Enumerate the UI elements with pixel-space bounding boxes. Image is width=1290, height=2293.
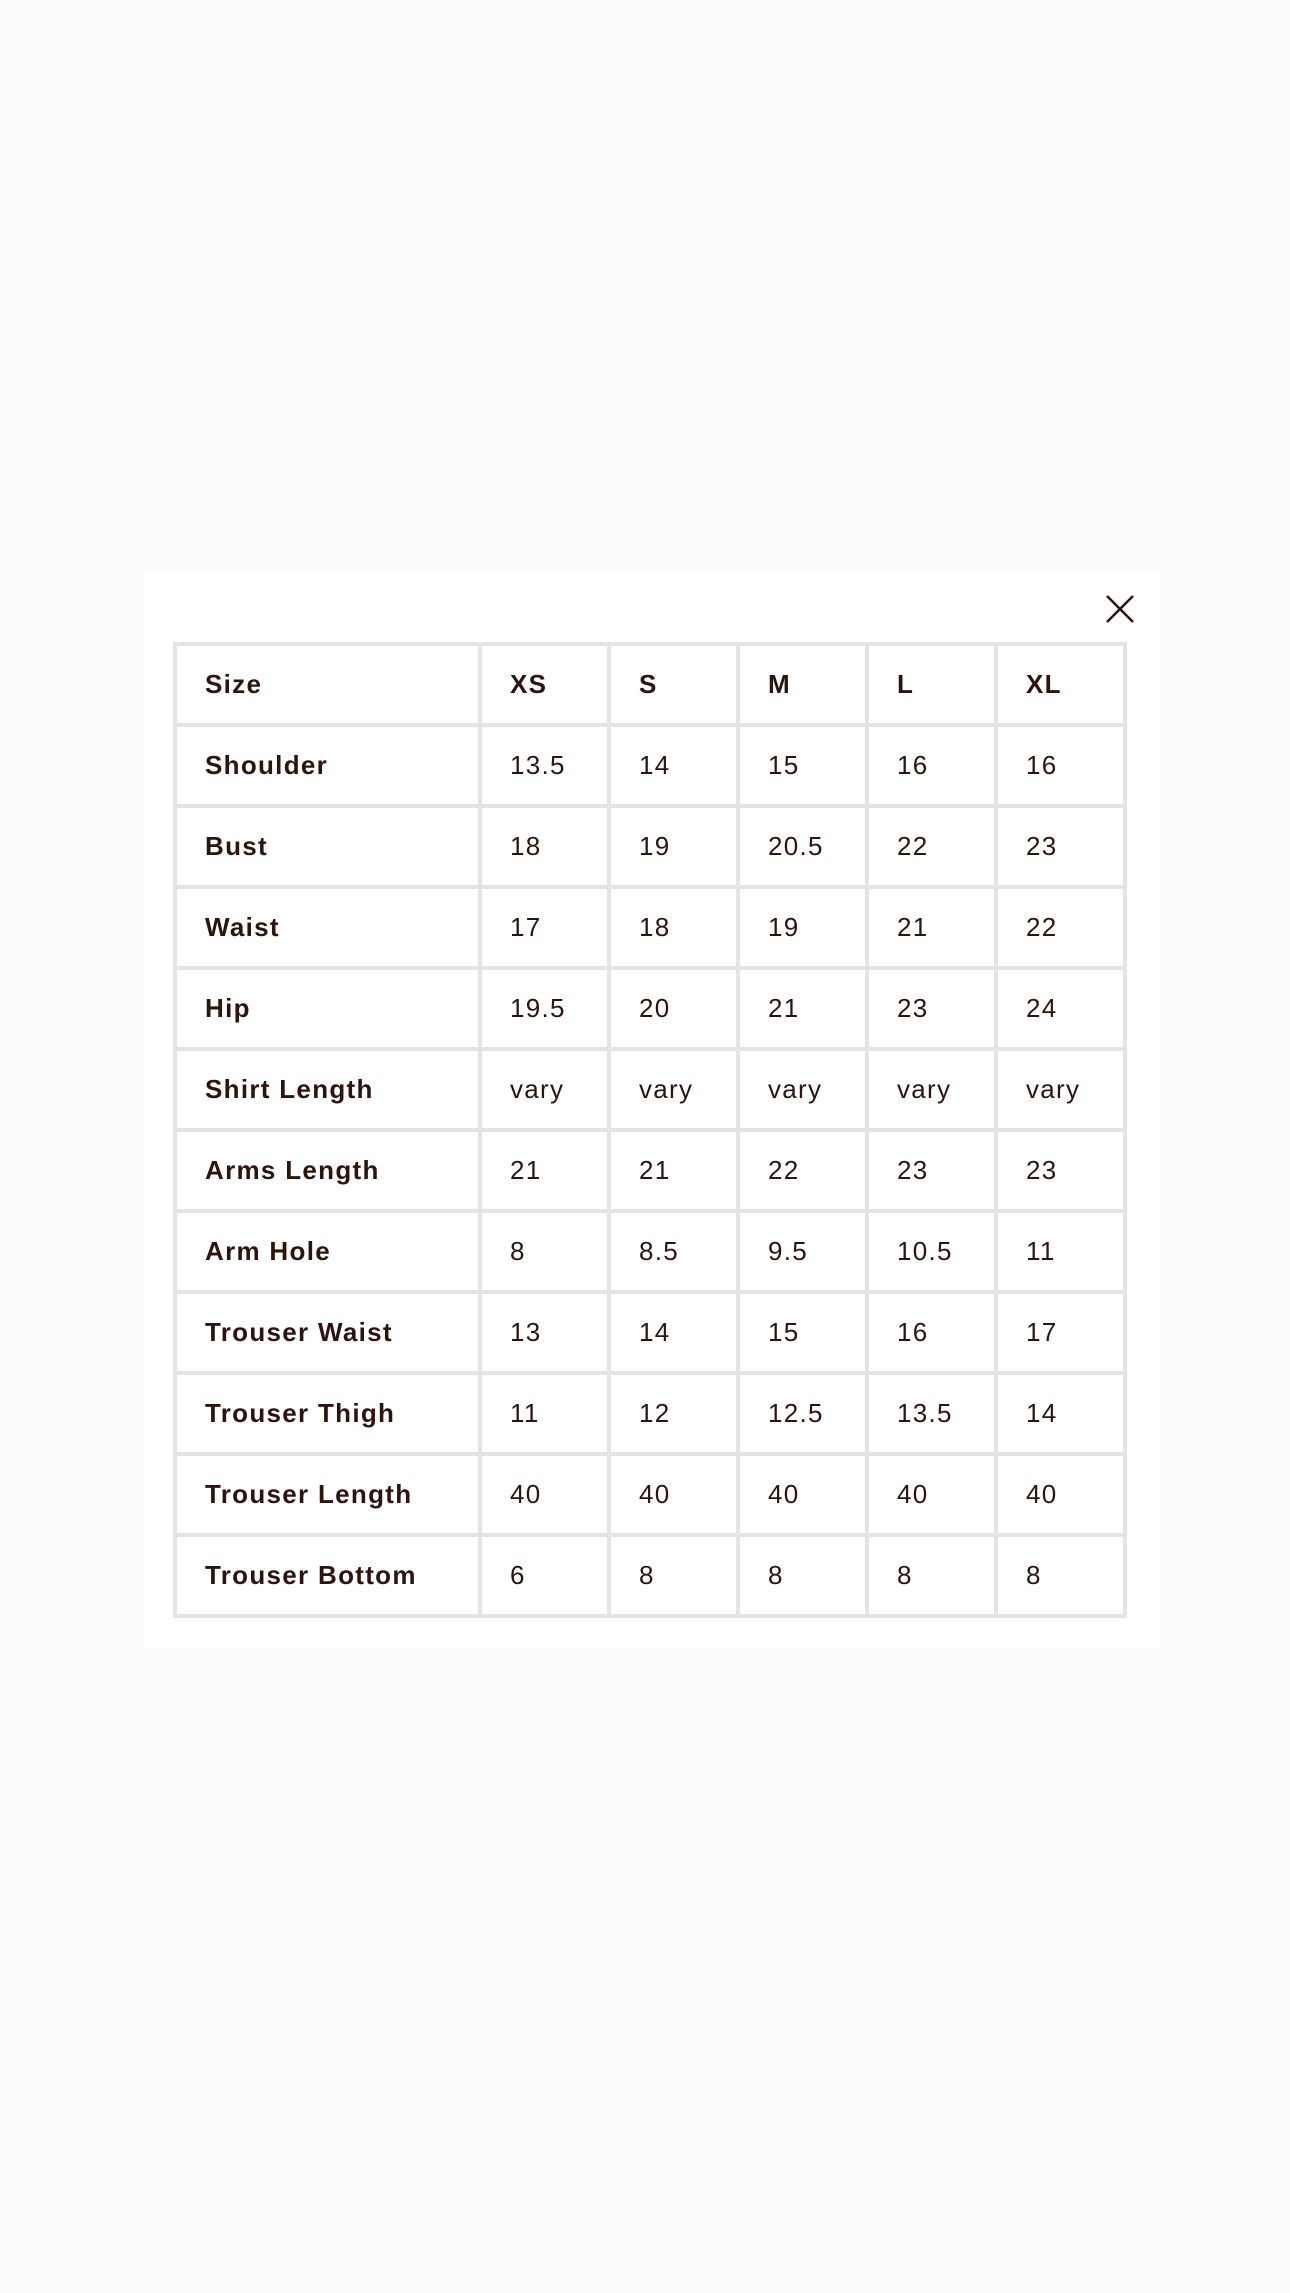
- table-cell: 40: [740, 1456, 865, 1533]
- table-row: [177, 1051, 1123, 1128]
- row-label: Trouser Bottom: [177, 1537, 478, 1614]
- table-cell: 22: [740, 1132, 865, 1209]
- table-cell: 15: [740, 1294, 865, 1371]
- table-cell: 21: [482, 1132, 607, 1209]
- table-cell: 11: [482, 1375, 607, 1452]
- table-cell: 13.5: [869, 1375, 994, 1452]
- table-cell: 23: [998, 1132, 1123, 1209]
- table-cell: 8.5: [611, 1213, 736, 1290]
- header-size: Size: [177, 646, 478, 723]
- header-m: M: [740, 646, 865, 723]
- table-row: [177, 1213, 1123, 1290]
- table-cell: 8: [611, 1537, 736, 1614]
- table-cell: vary: [740, 1051, 865, 1128]
- table-cell: vary: [998, 1051, 1123, 1128]
- table-row: [177, 889, 1123, 966]
- table-cell: 22: [869, 808, 994, 885]
- row-label: Trouser Waist: [177, 1294, 478, 1371]
- table-row: [177, 727, 1123, 804]
- table-cell: 40: [482, 1456, 607, 1533]
- close-button[interactable]: [1094, 583, 1146, 635]
- table-row: [177, 1375, 1123, 1452]
- table-cell: 24: [998, 970, 1123, 1047]
- table-cell: 19: [740, 889, 865, 966]
- size-chart-modal: [143, 572, 1160, 1648]
- table-cell: 21: [869, 889, 994, 966]
- table-cell: 13.5: [482, 727, 607, 804]
- row-label: Shoulder: [177, 727, 478, 804]
- table-header-row: [177, 646, 1123, 723]
- table-cell: 18: [482, 808, 607, 885]
- table-cell: 20.5: [740, 808, 865, 885]
- table-cell: 18: [611, 889, 736, 966]
- table-cell: 8: [740, 1537, 865, 1614]
- table-row: [177, 1294, 1123, 1371]
- table-cell: 23: [998, 808, 1123, 885]
- table-cell: 12: [611, 1375, 736, 1452]
- row-label: Shirt Length: [177, 1051, 478, 1128]
- table-cell: 15: [740, 727, 865, 804]
- table-cell: 6: [482, 1537, 607, 1614]
- table-row: [177, 808, 1123, 885]
- table-cell: 14: [998, 1375, 1123, 1452]
- table-cell: 17: [998, 1294, 1123, 1371]
- table-cell: 16: [869, 727, 994, 804]
- table-cell: vary: [869, 1051, 994, 1128]
- table-row: [177, 970, 1123, 1047]
- row-label: Waist: [177, 889, 478, 966]
- table-cell: 8: [482, 1213, 607, 1290]
- table-cell: 19.5: [482, 970, 607, 1047]
- size-chart-table: [173, 642, 1127, 1618]
- row-label: Bust: [177, 808, 478, 885]
- table-cell: 13: [482, 1294, 607, 1371]
- row-label: Hip: [177, 970, 478, 1047]
- table-cell: 8: [869, 1537, 994, 1614]
- header-l: L: [869, 646, 994, 723]
- row-label: Arms Length: [177, 1132, 478, 1209]
- table-cell: 23: [869, 1132, 994, 1209]
- table-cell: 40: [611, 1456, 736, 1533]
- table-cell: 40: [998, 1456, 1123, 1533]
- header-xl: XL: [998, 646, 1123, 723]
- table-row: [177, 1456, 1123, 1533]
- table-cell: 19: [611, 808, 736, 885]
- table-cell: 14: [611, 727, 736, 804]
- table-cell: 16: [869, 1294, 994, 1371]
- table-cell: 21: [740, 970, 865, 1047]
- table-row: [177, 1132, 1123, 1209]
- table-cell: 11: [998, 1213, 1123, 1290]
- close-icon: [1094, 583, 1146, 635]
- header-xs: XS: [482, 646, 607, 723]
- table-cell: 23: [869, 970, 994, 1047]
- table-cell: 40: [869, 1456, 994, 1533]
- row-label: Trouser Thigh: [177, 1375, 478, 1452]
- table-cell: vary: [611, 1051, 736, 1128]
- table-cell: 8: [998, 1537, 1123, 1614]
- table-cell: vary: [482, 1051, 607, 1128]
- row-label: Arm Hole: [177, 1213, 478, 1290]
- table-cell: 21: [611, 1132, 736, 1209]
- table-cell: 12.5: [740, 1375, 865, 1452]
- table-cell: 16: [998, 727, 1123, 804]
- table-cell: 17: [482, 889, 607, 966]
- table-row: [177, 1537, 1123, 1614]
- header-s: S: [611, 646, 736, 723]
- table-cell: 20: [611, 970, 736, 1047]
- table-cell: 9.5: [740, 1213, 865, 1290]
- table-cell: 14: [611, 1294, 736, 1371]
- row-label: Trouser Length: [177, 1456, 478, 1533]
- table-cell: 10.5: [869, 1213, 994, 1290]
- table-cell: 22: [998, 889, 1123, 966]
